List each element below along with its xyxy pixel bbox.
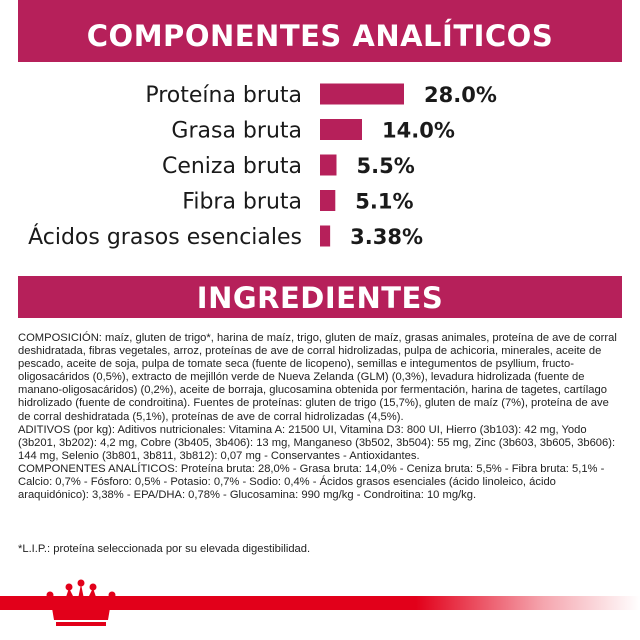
bar bbox=[320, 190, 335, 211]
category-label: Fibra bruta bbox=[182, 189, 302, 215]
value-label: 28.0% bbox=[424, 83, 497, 107]
bar bbox=[320, 84, 404, 105]
ingredients-text bbox=[18, 332, 622, 502]
crown-icon bbox=[46, 578, 116, 628]
bar bbox=[320, 226, 330, 247]
value-label: 5.5% bbox=[356, 154, 415, 178]
category-label: Proteína bruta bbox=[145, 83, 302, 108]
bar bbox=[320, 155, 337, 176]
footnote: *L.I.P.: proteína seleccionada por su elevada digestibilidad. bbox=[18, 543, 311, 555]
value-label: 14.0% bbox=[382, 118, 455, 143]
value-label: 5.1% bbox=[355, 189, 414, 214]
ingredients-banner: INGREDIENTES bbox=[18, 276, 622, 318]
nutrient-bar-chart bbox=[0, 72, 640, 262]
category-label: Ceniza bruta bbox=[161, 154, 302, 179]
bar bbox=[320, 119, 362, 140]
category-label: Ácidos grasos esenciales bbox=[28, 225, 302, 250]
composition-text: COMPOSICIÓN: maíz, gluten de trigo*, harina de maíz, trigo, gluten de maíz, grasas animales, proteína de ave de corral deshidratada, fibras vegetales, arroz, proteínas de ave de corral hidrolizadas, pulpa de achicoria, minerales, aceite de pescado, aceite de soja, pulpa de tomate seca (fuente de licopeno), semillas e integumentos de psyllium, fructo-oligosacáridos (0,5%), extracto de mejillón verde de Nueva Zelanda (GLM) (0,3%), levadura hidrolizada (fuente de manano-oligosacáridos) (0,2%), aceite de borraja, glucosamina obtenida por fermentación, harina de tagetes, cartílago hidrolizado (fuente de condroitina). Fuentes de proteínas: gluten de trigo (15,7%), gluten de maíz (7%), proteína de ave de corral deshidratada (5,1%), proteínas de ave de corral hidrolizadas (4,5%). bbox=[18, 332, 617, 423]
components-banner: COMPONENTES ANALÍTICOS bbox=[18, 0, 622, 62]
analytical-components-text: COMPONENTES ANALÍTICOS: Proteína bruta: 28,0% - Grasa bruta: 14,0% - Ceniza bruta: 5,5% - Fibra bruta: 5,1% - Calcio: 0,7% - Fósforo: 0,5% - Potasio: 0,7% - Sodio: 0,4% - Ácidos grasos esenciales (ácido linoleico, ácido araquidónico): 3,38% - EPA/DHA: 0,78% - Glucosamina: 990 mg/kg - Condroitina: 10 mg/kg. bbox=[18, 462, 605, 502]
category-label: Grasa bruta bbox=[171, 118, 302, 144]
additives-text: ADITIVOS (por kg): Aditivos nutricionales: Vitamina A: 21500 UI, Vitamina D3: 800 UI, Hierro (3b103): 42 mg, Yodo (3b201, 3b202): 4,2 mg, Cobre (3b405, 3b406): 13 mg, Manganeso (3b502, 3b504): 55 mg, Zinc (3b603, 3b605, 3b606): 144 mg, Selenio (3b801, 3b811, 3b812): 0,07 mg - Conservantes - Antioxidantes. bbox=[18, 423, 616, 462]
value-label: 3.38% bbox=[350, 225, 423, 249]
